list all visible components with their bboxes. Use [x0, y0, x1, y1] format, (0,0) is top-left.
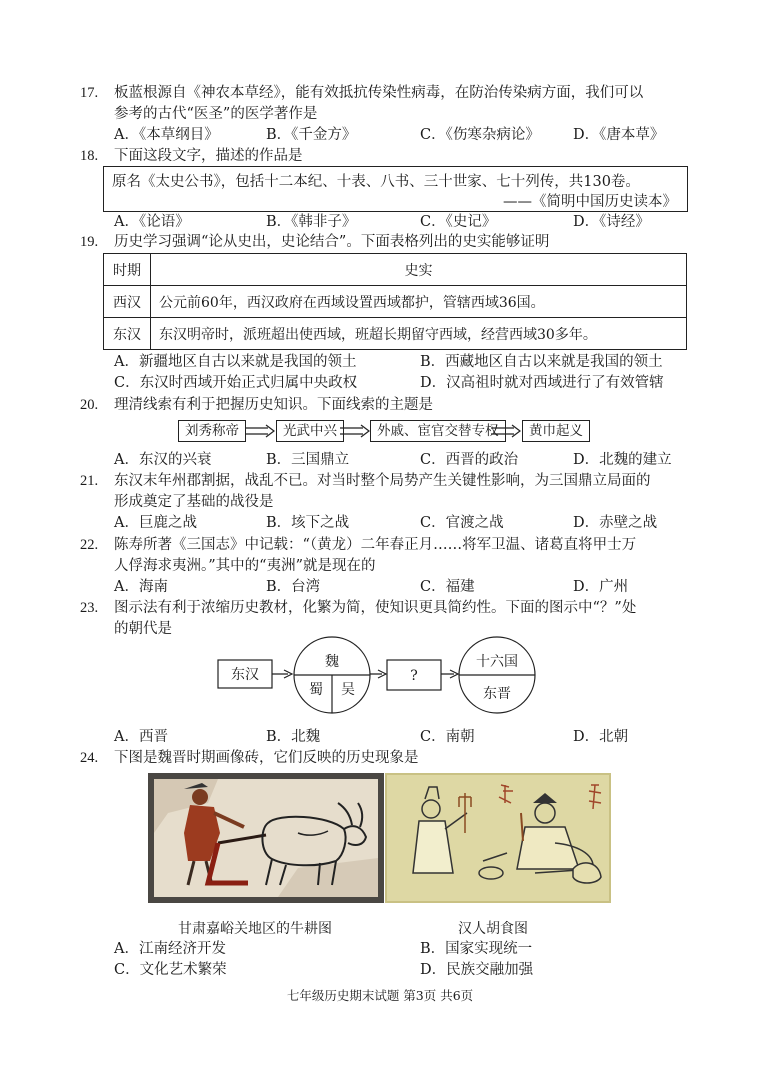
- question-stem: 下面这段文字，描述的作品是: [114, 148, 303, 164]
- option-b[interactable]: B．台湾: [266, 579, 321, 595]
- double-arrow-icon: [339, 424, 371, 438]
- option-c[interactable]: C．西晋的政治: [420, 452, 519, 468]
- option-c[interactable]: C．文化艺术繁荣: [114, 962, 227, 978]
- option-d[interactable]: D．《唐本草》: [573, 127, 665, 143]
- question-19: [80, 232, 549, 252]
- question-stem: 历史学习强调“论从史出，史论结合”。下面表格列出的史实能够证明: [114, 234, 550, 250]
- table-cell-period: 东汉: [104, 318, 151, 350]
- question-stem-continued: 的朝代是: [114, 621, 172, 637]
- option-a[interactable]: A．西晋: [114, 729, 168, 745]
- option-c[interactable]: C．福建: [420, 579, 475, 595]
- option-d[interactable]: D．广州: [573, 579, 629, 595]
- table-row: [104, 286, 687, 318]
- dynasty-diagram: [210, 636, 550, 718]
- option-a[interactable]: A．《论语》: [114, 214, 190, 230]
- question-number: 20.: [80, 397, 99, 413]
- question-stem-continued: 形成奠定了基础的战役是: [114, 494, 274, 510]
- question-number: 23.: [80, 600, 99, 616]
- quote-text: 原名《太史公书》，包括十二本纪、十表、八书、三十世家、七十列传，共130卷。: [112, 174, 640, 190]
- option-a[interactable]: A．东汉的兴衰: [114, 452, 212, 468]
- question-number: 21.: [80, 473, 99, 489]
- table-header: 史实: [151, 254, 687, 286]
- option-c[interactable]: C．南朝: [420, 729, 475, 745]
- question-stem: 理清线索有利于把握历史知识。下面线索的主题是: [114, 397, 433, 413]
- option-b[interactable]: B．北魏: [266, 729, 321, 745]
- option-b[interactable]: B．《千金方》: [266, 127, 357, 143]
- option-b[interactable]: B．国家实现统一: [420, 941, 533, 957]
- history-fact-table: [103, 253, 687, 350]
- clue-box-3: 外戚、宦官交替专权: [370, 420, 506, 442]
- question-24: [80, 748, 419, 768]
- option-c[interactable]: C．《史记》: [420, 214, 497, 230]
- question-stem: 图示法有利于浓缩历史教材，化繁为简，使知识更具简约性。下面的图示中“？”处: [114, 600, 637, 616]
- question-stem: 下图是魏晋时期画像砖，它们反映的历史现象是: [114, 750, 419, 766]
- clue-box-4: 黄巾起义: [522, 420, 590, 442]
- label-dongjin: 东晋: [483, 686, 511, 702]
- arrow-icon: [441, 670, 458, 678]
- question-stem: 东汉末年州郡割据，战乱不已。对当时整个局势产生关键性影响，为三国鼎立局面的: [114, 473, 651, 489]
- option-b[interactable]: B．《韩非子》: [266, 214, 357, 230]
- image-caption-1: 甘肃嘉峪关地区的牛耕图: [178, 921, 332, 937]
- table-cell-period: 西汉: [104, 286, 151, 318]
- question-20: [80, 395, 433, 415]
- label-shu: 蜀: [309, 682, 323, 698]
- arrow-icon: [272, 670, 292, 678]
- table-cell-fact: 公元前60年，西汉政府在西域设置西域都护，管辖西域36国。: [151, 286, 687, 318]
- hu-food-brick-image: [385, 773, 611, 903]
- question-number: 24.: [80, 750, 99, 766]
- table-cell-fact: 东汉明帝时，派班超出使西域，班超长期留守西域，经营西域30多年。: [151, 318, 687, 350]
- option-b[interactable]: B．垓下之战: [266, 515, 350, 531]
- table-header-row: [104, 254, 687, 286]
- label-unknown: ?: [410, 668, 418, 684]
- option-c[interactable]: C．官渡之战: [420, 515, 504, 531]
- image-caption-2: 汉人胡食图: [458, 921, 528, 937]
- option-d[interactable]: D．北朝: [573, 729, 629, 745]
- question-stem-continued: 参考的古代“医圣”的医学著作是: [114, 106, 318, 122]
- question-stem: 陈寿所著《三国志》中记载：“（黄龙）二年春正月……将军卫温、诸葛直将甲士万: [114, 537, 637, 553]
- question-stem-continued: 人俘海求夷洲。”其中的“夷洲”就是现在的: [114, 558, 376, 574]
- question-stem: 板蓝根源自《神农本草经》，能有效抵抗传染性病毒，在防治传染病方面，我们可以: [114, 85, 644, 101]
- option-d[interactable]: D．民族交融加强: [420, 962, 534, 978]
- question-number: 18.: [80, 148, 99, 164]
- label-wu: 吴: [341, 682, 355, 698]
- table-row: [104, 318, 687, 350]
- question-17: [80, 83, 643, 103]
- question-21: [80, 471, 651, 491]
- option-b[interactable]: B．三国鼎立: [266, 452, 350, 468]
- question-number: 17.: [80, 85, 99, 101]
- option-b[interactable]: B．西藏地区自古以来就是我国的领土: [420, 354, 663, 370]
- option-a[interactable]: A．巨鹿之战: [114, 515, 197, 531]
- option-c[interactable]: C．东汉时西域开始正式归属中央政权: [114, 375, 358, 391]
- clue-box-2: 光武中兴: [276, 420, 344, 442]
- double-arrow-icon: [244, 424, 276, 438]
- option-d[interactable]: D．赤壁之战: [573, 515, 658, 531]
- question-18: [80, 146, 303, 166]
- arrow-icon: [370, 670, 386, 678]
- option-d[interactable]: D．《诗经》: [573, 214, 650, 230]
- page-footer: 七年级历史期末试题 第3页 共6页: [286, 988, 474, 1003]
- option-d[interactable]: D．北魏的建立: [573, 452, 672, 468]
- question-number: 19.: [80, 234, 99, 250]
- option-a[interactable]: A．新疆地区自古以来就是我国的领土: [114, 354, 357, 370]
- option-c[interactable]: C．《伤寒杂病论》: [420, 127, 540, 143]
- option-a[interactable]: A．海南: [114, 579, 168, 595]
- clue-box-1: 刘秀称帝: [178, 420, 246, 442]
- label-sixteen-kingdoms: 十六国: [476, 654, 518, 670]
- option-d[interactable]: D．汉高祖时就对西域进行了有效管辖: [420, 375, 664, 391]
- quote-source: ——《简明中国历史读本》: [503, 194, 677, 210]
- label-donghan: 东汉: [231, 667, 259, 683]
- ox-plowing-brick-image: [148, 773, 384, 903]
- question-number: 22.: [80, 537, 99, 553]
- question-23: [80, 598, 636, 618]
- table-header: 时期: [104, 254, 151, 286]
- quote-box: [103, 166, 688, 212]
- label-wei: 魏: [325, 654, 339, 670]
- question-22: [80, 535, 636, 555]
- option-a[interactable]: A．《本草纲目》: [114, 127, 219, 143]
- option-a[interactable]: A．江南经济开发: [114, 941, 226, 957]
- double-arrow-icon: [490, 424, 522, 438]
